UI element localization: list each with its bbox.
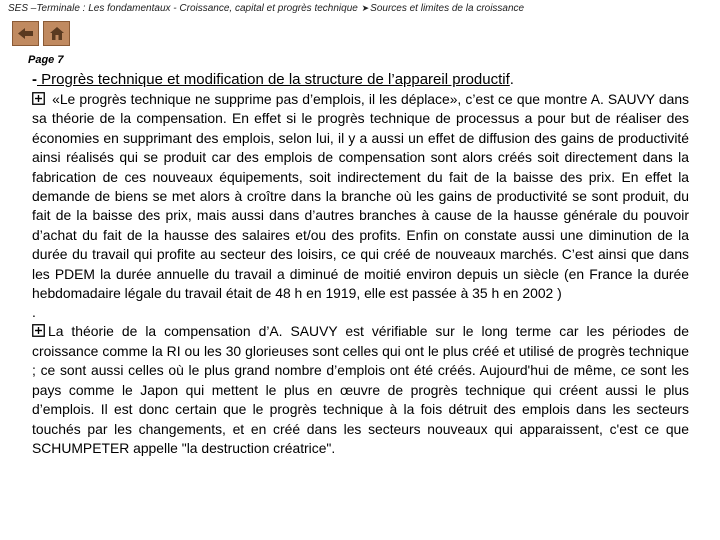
- paragraph-text: «Le progrès technique ne supprime pas d’emplois, il les déplace», c’est ce que montre A. SAUVY dans sa théorie de la compensation. En effet si le progrès technique de processus a pour but de réaliser des économies en supprimant des emplois, selon lui, il y a aussi un effet de diffusion des gains de productivité ainsi réalisés qui se produit car des emplois de compensation sont alors créés soit directement dans la fabrication de ces nouveaux équipements, soit indirectement du fait de la baisse des prix. En effet la demande de biens se met alors à croître dans la branche où les gains de productivité se sont produit, du fait de la baisse des prix, mais aussi dans d’autres branches à cause de la hausse générale du pouvoir d’achat du fait de la hausse des salaires et/ou des profits. Enfin on constate aussi une diminution de la durée du travail qui profite au secteur des loisirs, ce qui créé de nouveaux marchés. C’est ainsi que dans les PDEM la durée annuelle du travail a diminué de moitié environ depuis un siècle (en France la durée hebdomadaire légale du travail était de 48 h en 1919, elle est passée à 35 h en 2002 ): [32, 91, 689, 302]
- separator-dot: .: [32, 304, 36, 321]
- main-content: [32, 70, 689, 458]
- page-number-label: Page 7: [28, 54, 64, 66]
- paragraph-text: La théorie de la compensation d’A. SAUVY est vérifiable sur le long terme car les périodes de croissance comme la RI ou les 30 glorieuses sont celles qui ont le plus créé et utilisé de progrès technique ; ce sont aussi celles où le plus grand nombre d’emplois ont été créés. Aujourd'hui de même, ce sont les pays comme le Japon qui mettent le plus en œuvre de progrès technique qui créent aussi le plus d’emplois. Il est donc certain que le progrès technique à la fois détruit des emplois dans les secteurs touchés par les changements, et en créé dans les secteurs nouveaux qui apparaissent, c'est ce que SCHUMPETER appelle "la destruction créatrice".: [32, 323, 689, 456]
- home-button[interactable]: [43, 21, 70, 46]
- nav-buttons: [12, 21, 70, 46]
- breadcrumb-arrow-icon: ➤: [361, 3, 370, 13]
- heading-period: .: [509, 71, 514, 88]
- paragraph-long-term-verification: [32, 322, 689, 458]
- breadcrumb-current: Sources et limites de la croissance: [370, 3, 525, 14]
- back-arrow-icon: [17, 27, 34, 40]
- plus-box-icon: [32, 92, 45, 105]
- section-heading: [32, 70, 689, 90]
- paragraph-compensation-theory: [32, 90, 689, 303]
- heading-dash: -: [32, 71, 37, 88]
- back-button[interactable]: [12, 21, 39, 46]
- home-icon: [49, 26, 65, 41]
- breadcrumb: [8, 3, 524, 14]
- breadcrumb-path: SES –Terminale : Les fondamentaux - Croissance, capital et progrès technique: [8, 3, 358, 14]
- heading-title: Progrès technique et modification de la structure de l’appareil productif: [37, 71, 510, 88]
- plus-box-icon: [32, 324, 45, 337]
